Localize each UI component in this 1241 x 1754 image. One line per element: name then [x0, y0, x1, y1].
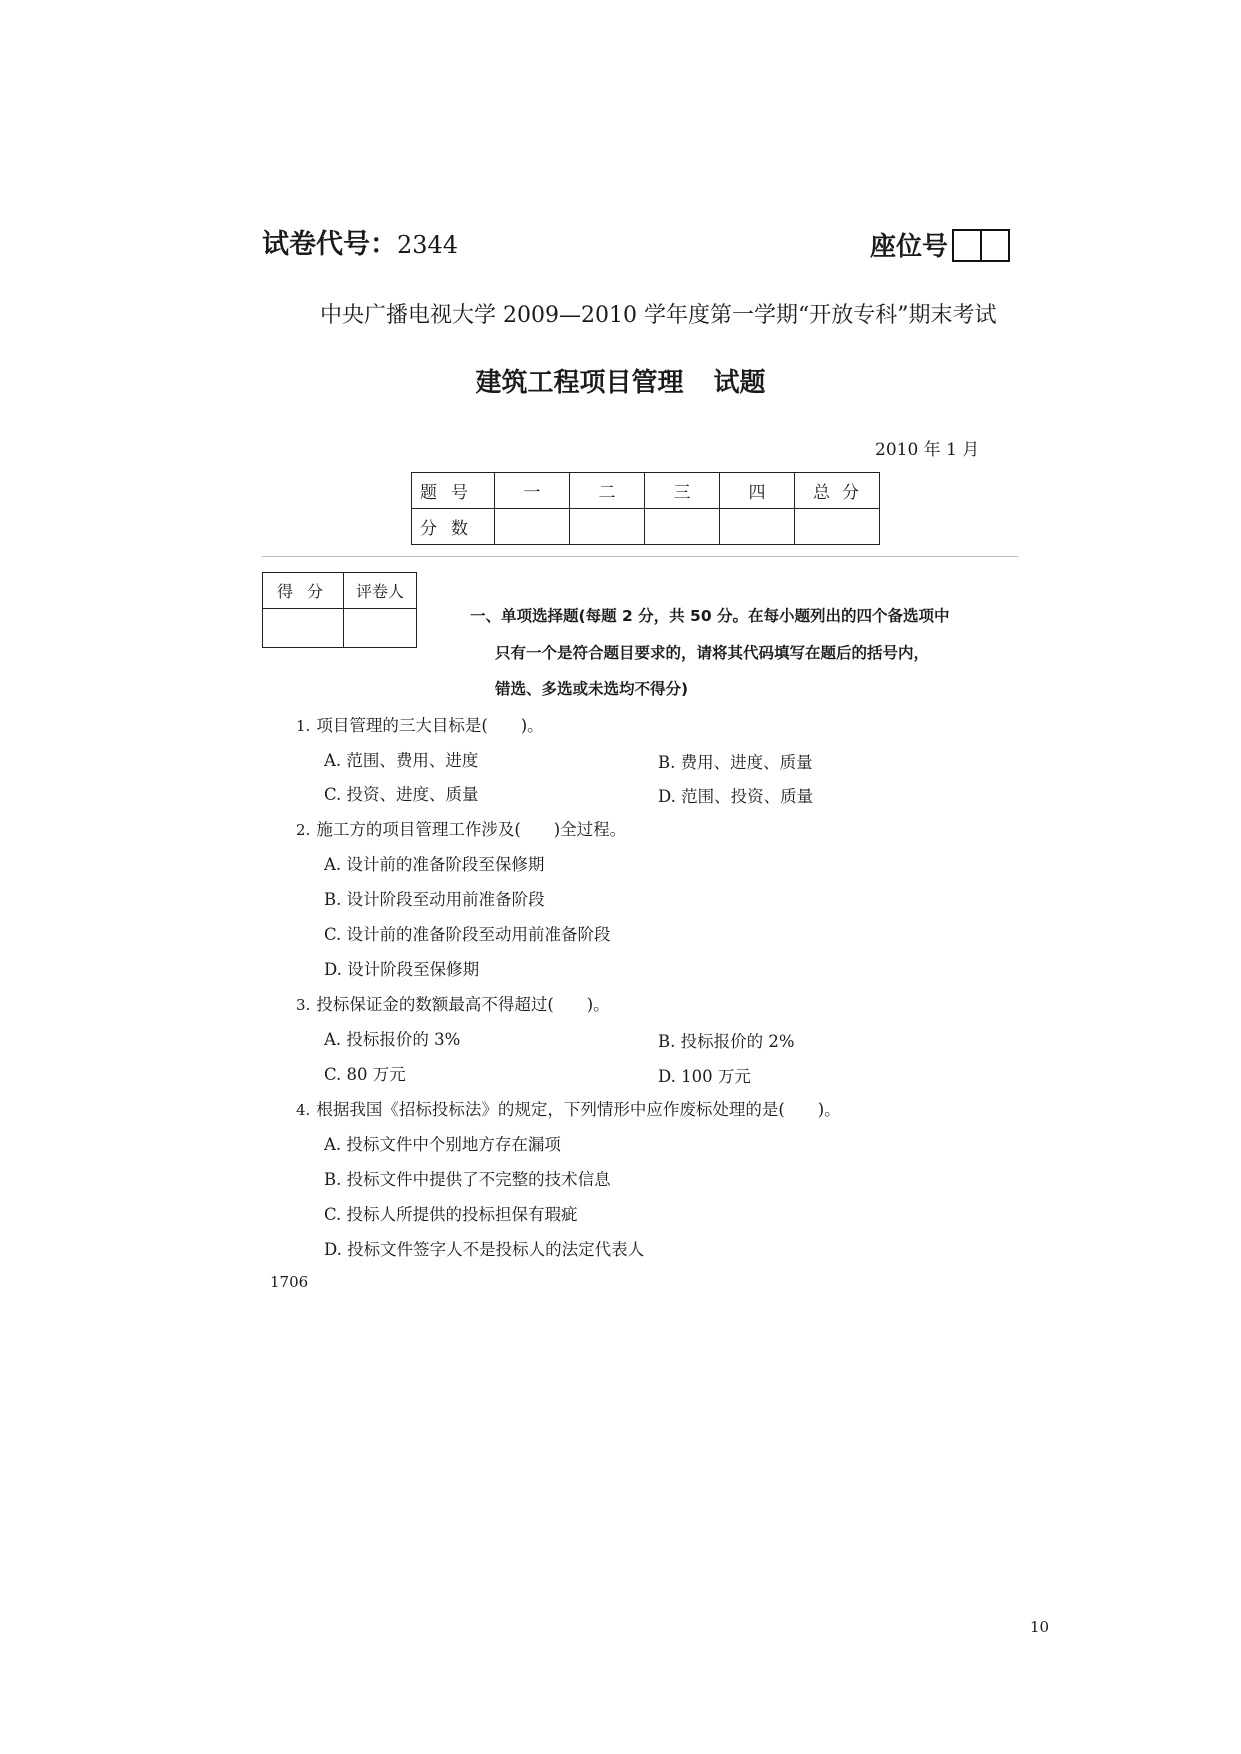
question-text: 根据我国《招标投标法》的规定，下列情形中应作废标处理的是( )。 [316, 1100, 841, 1119]
grader-score-cell[interactable] [263, 609, 344, 648]
question-4-stem [296, 1096, 841, 1120]
question-number: 1. [296, 717, 311, 735]
question-1-option-b: B. 费用、进度、质量 [658, 753, 813, 772]
grader-table [262, 572, 417, 648]
question-2-option-a: A. 设计前的准备阶段至保修期 [324, 855, 545, 874]
score-cell[interactable] [795, 509, 880, 545]
question-3-option-c: C. 80 万元 [324, 1065, 406, 1084]
paper-code-label: 试卷代号： [262, 229, 397, 260]
seat-box[interactable] [982, 229, 1010, 262]
grader-name-header: 评卷人 [344, 573, 417, 609]
grader-score-header: 得分 [263, 573, 344, 609]
title-suffix: 试题 [713, 368, 766, 398]
question-3-stem [296, 991, 610, 1015]
score-table-score-row [412, 509, 880, 545]
question-3-option-d: D. 100 万元 [658, 1067, 751, 1086]
page-number: 10 [1030, 1618, 1050, 1636]
grader-table-body-row [263, 609, 417, 648]
serial-number: 1706 [270, 1273, 309, 1291]
question-text: 施工方的项目管理工作涉及( )全过程。 [316, 820, 627, 839]
question-text: 投标保证金的数额最高不得超过( )。 [316, 995, 610, 1014]
page-title [0, 362, 1241, 399]
score-cell[interactable] [570, 509, 645, 545]
question-text: 项目管理的三大目标是( )。 [316, 716, 544, 735]
score-table-header-row [412, 473, 880, 509]
question-4-option-b: B. 投标文件中提供了不完整的技术信息 [324, 1170, 611, 1189]
seat-box[interactable] [952, 229, 982, 262]
question-1-option-a: A. 范围、费用、进度 [324, 751, 479, 770]
divider [262, 556, 1018, 557]
question-number-header: 题号 [412, 473, 495, 509]
score-table [411, 472, 880, 545]
grader-name-cell[interactable] [344, 609, 417, 648]
question-2-option-c: C. 设计前的准备阶段至动用前准备阶段 [324, 925, 611, 944]
question-2-option-d: D. 设计阶段至保修期 [324, 960, 480, 979]
score-cell[interactable] [720, 509, 795, 545]
question-4-option-a: A. 投标文件中个别地方存在漏项 [324, 1135, 561, 1154]
section-instruction-line-3: 错选、多选或未选均不得分) [495, 680, 689, 698]
seat-number-label: 座位号 [870, 232, 949, 262]
question-1-option-d: D. 范围、投资、质量 [658, 787, 814, 806]
column-header-total: 总分 [795, 473, 880, 509]
seat-number-boxes [952, 229, 1010, 262]
score-cell[interactable] [645, 509, 720, 545]
course-title: 建筑工程项目管理 [475, 368, 684, 398]
question-2-stem [296, 816, 626, 840]
grader-table-header-row [263, 573, 417, 609]
question-number: 2. [296, 821, 311, 839]
exam-date: 2010 年 1 月 [875, 440, 980, 460]
score-row-header: 分数 [412, 509, 495, 545]
paper-code-value: 2344 [397, 231, 459, 259]
question-3-option-b: B. 投标报价的 2% [658, 1032, 795, 1051]
question-4-option-d: D. 投标文件签字人不是投标人的法定代表人 [324, 1240, 645, 1259]
question-1-stem [296, 712, 544, 736]
question-number: 3. [296, 996, 311, 1014]
column-header: 二 [570, 473, 645, 509]
column-header: 三 [645, 473, 720, 509]
section-instruction-line-1: 一、单项选择题(每题 2 分，共 50 分。在每小题列出的四个备选项中 [470, 607, 950, 625]
score-cell[interactable] [495, 509, 570, 545]
question-3-option-a: A. 投标报价的 3% [324, 1030, 461, 1049]
paper-code [262, 222, 458, 261]
column-header: 一 [495, 473, 570, 509]
question-2-option-b: B. 设计阶段至动用前准备阶段 [324, 890, 545, 909]
column-header: 四 [720, 473, 795, 509]
section-instruction-line-2: 只有一个是符合题目要求的，请将其代码填写在题后的括号内， [495, 644, 930, 662]
exam-line: 中央广播电视大学 2009—2010 学年度第一学期“开放专科”期末考试 [320, 303, 997, 328]
question-4-option-c: C. 投标人所提供的投标担保有瑕疵 [324, 1205, 578, 1224]
question-number: 4. [296, 1101, 311, 1119]
question-1-option-c: C. 投资、进度、质量 [324, 785, 479, 804]
